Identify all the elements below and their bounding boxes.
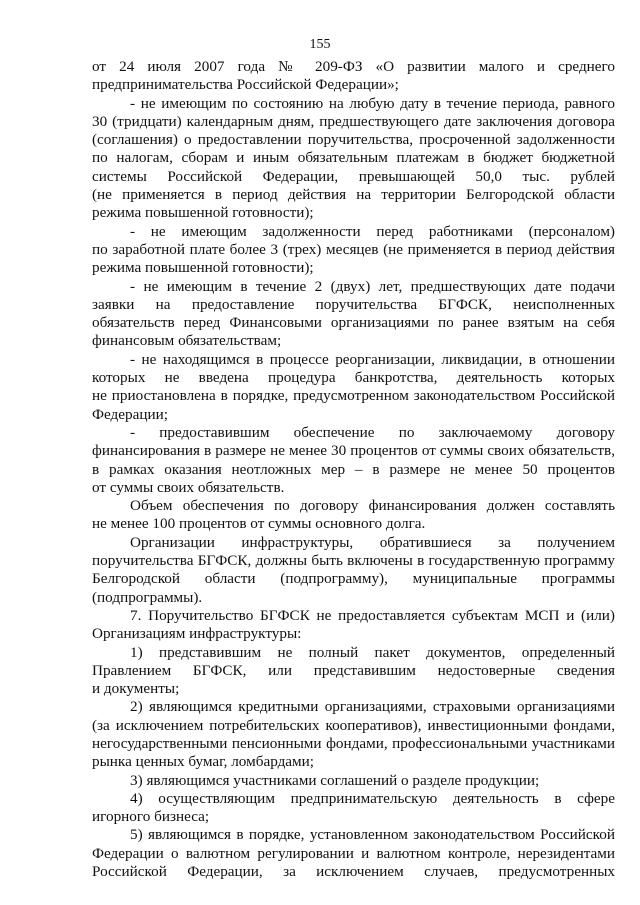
text-line: от 24 июля 2007 года № 209-ФЗ «О развитии малого и среднего	[92, 58, 615, 75]
text-line: (не применяется в период действия на территории Белгородской области	[92, 186, 615, 204]
text-line: рынка ценных бумаг, ломбардами;	[92, 753, 315, 771]
text-line: 2) являющимся кредитными организациями, страховыми организациями	[130, 698, 615, 716]
text-line: Правлением БГФСК, или представившим недостоверные сведения	[92, 661, 615, 679]
text-line: не менее 100 процентов от суммы основного долга.	[92, 515, 426, 533]
text-line: - не имеющим задолженности перед работниками (персоналом)	[130, 222, 615, 240]
text-line: Федерации о валютном регулировании и валютном контроле, нерезидентами	[92, 844, 615, 862]
text-line: игорного бизнеса;	[92, 808, 210, 826]
text-line: - не находящимся в процессе реорганизации, ликвидации, в отношении	[130, 350, 615, 368]
text-line: предпринимательства Российской Федерации»;	[92, 76, 399, 94]
text-line: (за исключением потребительских кооперативов), инвестиционными фондами,	[92, 716, 615, 734]
text-line: и документы;	[92, 680, 180, 698]
text-line: (подпрограммы).	[92, 588, 203, 606]
text-line: Организациям инфраструктуры:	[92, 625, 302, 643]
text-line: 4) осуществляющим предпринимательскую деятельность в сфере	[130, 789, 615, 807]
text-line: 1) представившим не полный пакет документов, определенный	[130, 643, 615, 661]
text-line: не приостановлена в порядке, предусмотренном законодательством Российской	[92, 387, 615, 405]
text-line: в рамках оказания неотложных мер – в размере не менее 50 процентов	[92, 460, 615, 478]
text-line: Объем обеспечения по договору финансирования должен составлять	[130, 497, 615, 515]
text-line: режима повышенной готовности);	[92, 259, 314, 277]
text-line: 7. Поручительство БГФСК не предоставляется субъектам МСП и (или)	[130, 606, 615, 624]
text-line: от суммы своих обязательств.	[92, 478, 285, 496]
text-line: - не имеющим в течение 2 (двух) лет, предшествующих дате подачи	[130, 277, 615, 295]
text-line: финансовым обязательствам;	[92, 332, 282, 350]
text-line: по налогам, сборам и иным обязательным платежам в бюджет бюджетной	[92, 149, 615, 167]
text-line: поручительства БГФСК, должны быть включены в государственную программу	[92, 552, 615, 570]
text-line: Российской Федерации, за исключением случаев, предусмотренных	[92, 863, 615, 881]
text-line: - предоставившим обеспечение по заключаемому договору	[130, 423, 615, 441]
text-line: 5) являющимся в порядке, установленном законодательством Российской	[130, 826, 615, 844]
document-body	[92, 58, 615, 881]
page-number: 155	[309, 37, 331, 52]
text-line: режима повышенной готовности);	[92, 204, 314, 222]
text-line: финансирования в размере не менее 30 процентов от суммы своих обязательств,	[92, 442, 615, 460]
text-line: 3) являющимся участниками соглашений о разделе продукции;	[130, 771, 540, 789]
text-line: негосударственными пенсионными фондами, профессиональными участниками	[92, 734, 615, 752]
text-line: 30 (тридцати) календарным дням, предшествующего дате заключения договора	[92, 112, 615, 130]
text-line: обязательств перед Финансовыми организациями по ранее взятым на себя	[92, 314, 615, 332]
text-line: по заработной плате более 3 (трех) месяцев (не применяется в период действия	[92, 240, 615, 258]
text-line: заявки на предоставление поручительства БГФСК, неисполненных	[92, 295, 615, 313]
text-line: (соглашения) о предоставлении поручительства, просроченной задолженности	[92, 131, 615, 149]
text-line: Белгородской области (подпрограмму), муниципальные программы	[92, 570, 615, 588]
text-line: Федерации;	[92, 405, 168, 423]
text-line: Организации инфраструктуры, обратившиеся за получением	[130, 533, 615, 551]
text-line: которых не введена процедура банкротства, деятельность которых	[92, 369, 615, 387]
text-line: системы Российской Федерации, превышающей 50,0 тыс. рублей	[92, 167, 615, 185]
text-line: - не имеющим по состоянию на любую дату в течение периода, равного	[130, 94, 615, 112]
